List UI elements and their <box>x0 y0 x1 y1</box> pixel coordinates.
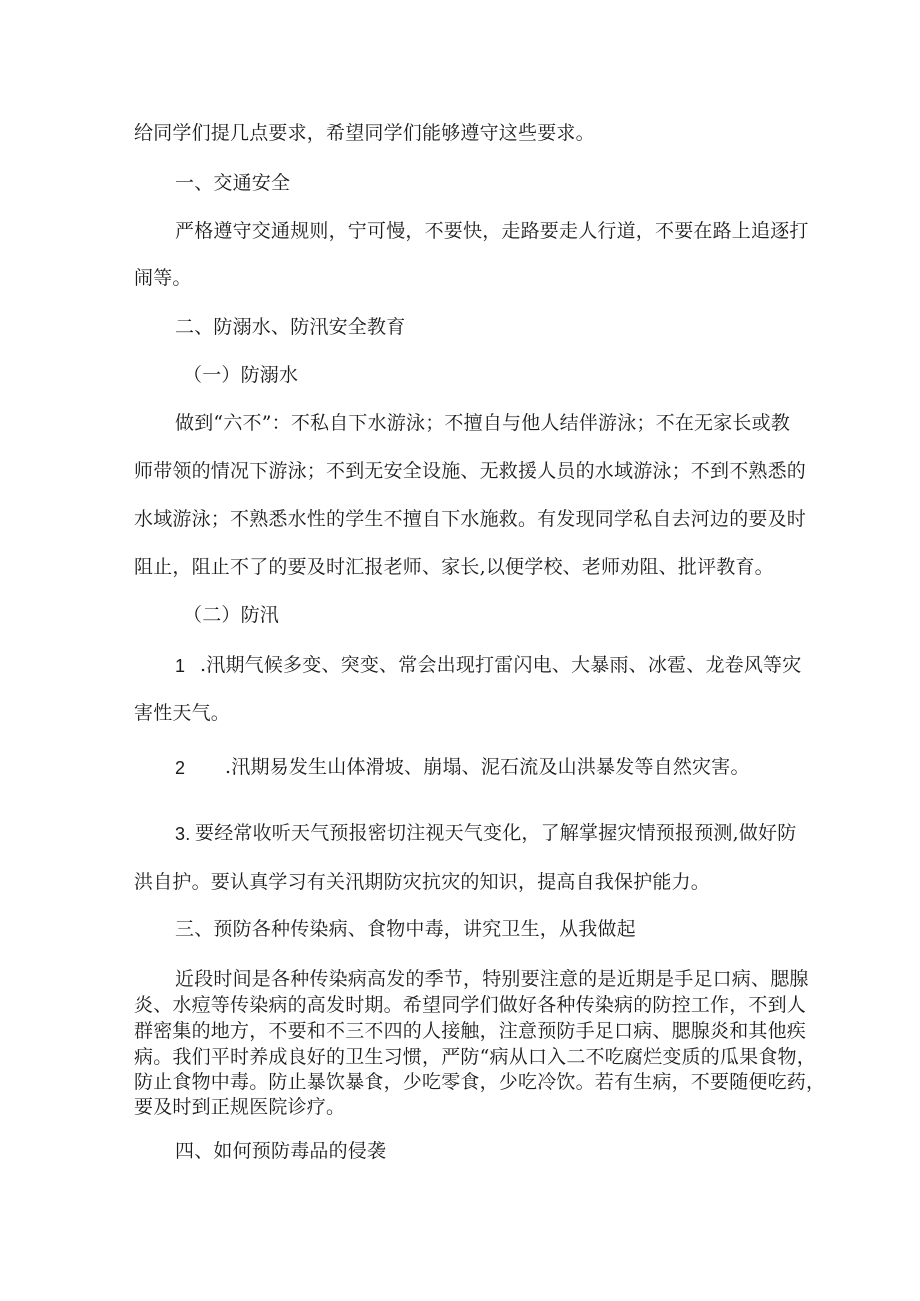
list-item-number: 3. <box>175 824 191 844</box>
section-2-sub-1-paragraph-line: 水域游泳；不熟悉水性的学生不擅自下水施救。有发现同学私自去河边的要及时 <box>134 508 807 530</box>
section-2-sub-1-paragraph-line: 师带领的情况下游泳；不到无安全设施、无救援人员的水域游泳；不到不熟悉的 <box>134 460 807 482</box>
section-1-heading: 一、交通安全 <box>175 172 291 194</box>
list-item-line: 洪自护。要认真学习有关汛期防灾抗灾的知识，提高自我保护能力。 <box>134 871 711 893</box>
list-item-number: 2 <box>175 758 186 778</box>
section-2-sub-1-paragraph-line: 阻止，阻止不了的要及时汇报老师、家长,以便学校、老师劝阻、批评教育。 <box>134 556 774 578</box>
intro-text: 给同学们提几点要求，希望同学们能够遵守这些要求。 <box>134 122 595 144</box>
section-3-paragraph-line: 病。我们平时养成良好的卫生习惯，严防“病从口入二不吃腐烂变质的瓜果食物， <box>134 1046 816 1068</box>
section-2-sub-1-paragraph-line: 做到“六不”：不私自下水游泳；不擅自与他人结伴游泳；不在无家长或教 <box>175 412 791 434</box>
list-item-line: 要经常收听天气预报密切注视天气变化，了解掌握灾情预报预测,做好防 <box>195 822 797 844</box>
section-3-heading: 三、预防各种传染病、食物中毒，讲究卫生，从我做起 <box>175 918 636 940</box>
list-item-line: 害性天气。 <box>134 702 231 724</box>
section-3-paragraph-line: 近段时间是各种传染病高发的季节，特别要注意的是近期是手足口病、腮腺 <box>175 968 809 990</box>
section-3-paragraph-line: 要及时到正规医院诊疗。 <box>134 1096 346 1118</box>
section-4-heading: 四、如何预防毒品的侵袭 <box>175 1140 387 1162</box>
list-item-line: .汛期气候多变、突变、常会出现打雷闪电、大暴雨、冰雹、龙卷风等灾 <box>200 654 802 676</box>
section-3-paragraph-line: 炎、水痘等传染病的高发时期。希望同学们做好各种传染病的防控工作，不到人 <box>134 994 807 1016</box>
section-2-heading: 二、防溺水、防汛安全教育 <box>175 316 406 338</box>
section-3-paragraph-line: 防止食物中毒。防止暴饮暴食，少吃零食，少吃冷饮。若有生病，不要随便吃药， <box>134 1071 826 1093</box>
list-item-number: 1 <box>175 656 186 676</box>
section-1-paragraph-line: 严格遵守交通规则，宁可慢，不要快，走路要走人行道，不要在路上追逐打 <box>175 220 809 242</box>
section-2-sub-2-heading: （二）防汛 <box>183 604 280 626</box>
section-3-paragraph-line: 群密集的地方，不要和不三不四的人接触，注意预防手足口病、腮腺炎和其他疾 <box>134 1020 807 1042</box>
section-1-paragraph-line: 闹等。 <box>134 267 192 289</box>
section-2-sub-1-heading: （一）防溺水 <box>183 364 299 386</box>
list-item-line: .汛期易发生山体滑坡、崩塌、泥石流及山洪暴发等自然灾害。 <box>225 756 750 778</box>
